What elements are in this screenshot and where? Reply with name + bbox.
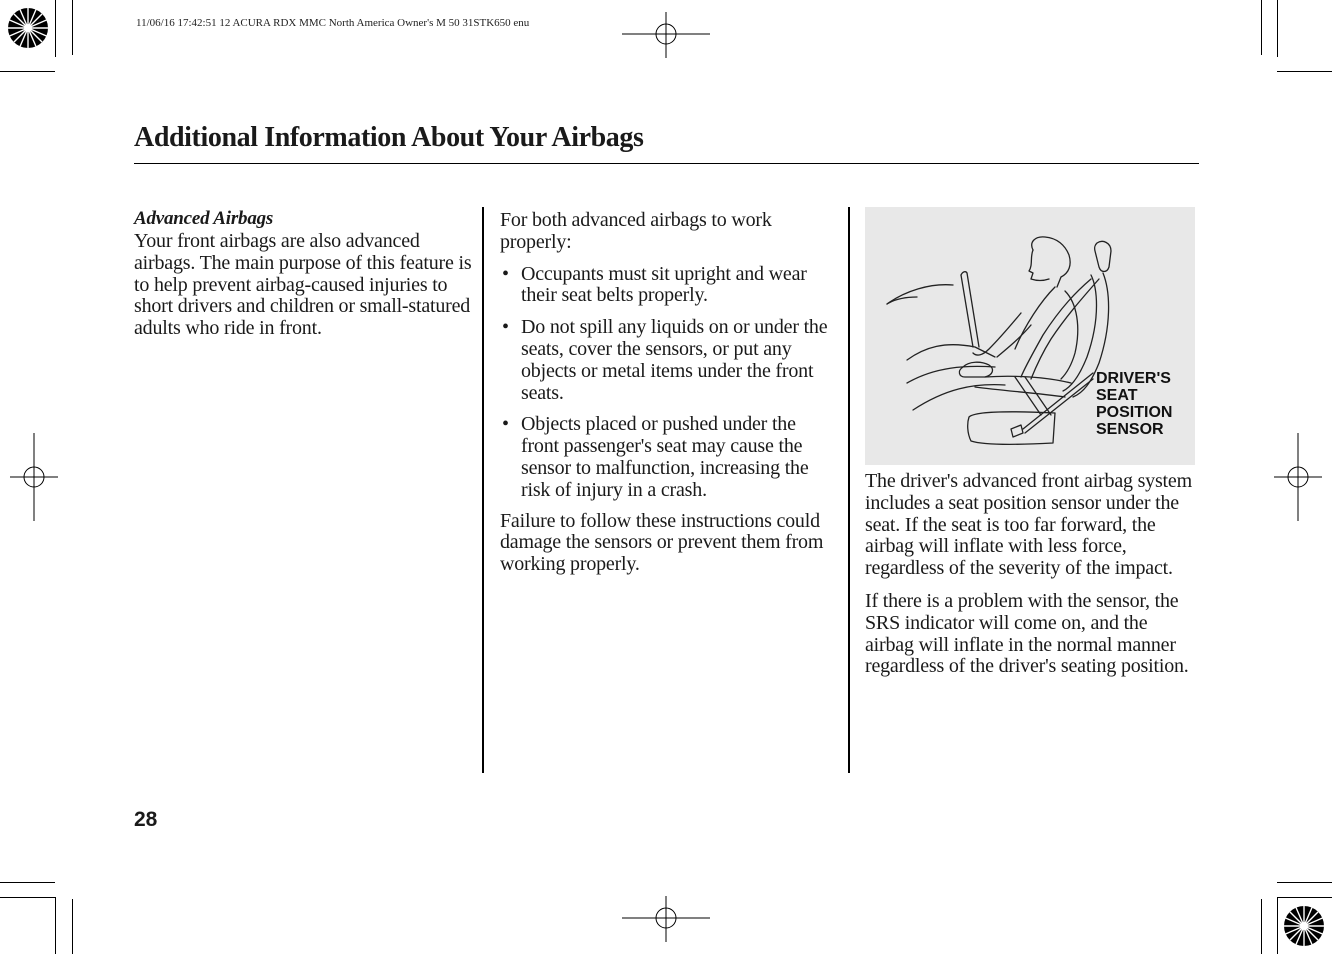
registration-sunburst-icon	[0, 0, 60, 60]
figure-label-line: POSITION	[1096, 404, 1173, 421]
requirements-list	[500, 264, 835, 502]
warning-paragraph: Failure to follow these instructions could damage the sensors or prevent them from working properly.	[500, 509, 824, 576]
list-item-text: Do not spill any liquids on or under the seats, cover the sensors, or put any objects or metal items under the front seats.	[521, 316, 828, 404]
title-divider	[134, 163, 1199, 164]
list-item-text: Occupants must sit upright and wear their seat belts properly.	[521, 262, 807, 307]
section-subheading: Advanced Airbags	[134, 208, 274, 229]
column-advanced-airbags	[134, 208, 474, 340]
page-number: 28	[134, 808, 158, 831]
list-item	[500, 264, 835, 308]
figure-label-line: SENSOR	[1096, 421, 1164, 438]
registration-crosshair-icon	[1274, 433, 1322, 521]
page-title: Additional Information About Your Airbags	[134, 122, 644, 153]
column-divider	[848, 207, 850, 773]
section-paragraph: Your front airbags are also advanced airbags. The main purpose of this feature is to help prevent airbag-caused injuries to short drivers and children or small-statured adults who ride in front.	[134, 230, 472, 340]
intro-paragraph: For both advanced airbags to work properly:	[500, 209, 772, 253]
sensor-paragraph: The driver's advanced front airbag system includes a seat position sensor under the seat. If the seat is too far forward, the airbag will inflate with less force, regardless of the severity of the impact.	[865, 470, 1192, 580]
registration-crosshair-icon	[10, 433, 58, 521]
sensor-problem-paragraph: If there is a problem with the sensor, the SRS indicator will come on, and the airbag will inflate in the normal manner regardless of the driver's seating position.	[865, 589, 1189, 678]
seat-sensor-figure	[865, 207, 1195, 465]
column-divider	[482, 207, 484, 773]
list-item-text: Objects placed or pushed under the front passenger's seat may cause the sensor to malfunction, increasing the risk of injury in a crash.	[521, 413, 809, 501]
bullet-icon: •	[502, 262, 509, 285]
bullet-icon: •	[502, 413, 509, 436]
registration-crosshair-icon	[622, 12, 710, 58]
figure-label-line: SEAT	[1096, 387, 1138, 404]
figure-label-line: DRIVER'S	[1096, 370, 1171, 387]
print-metadata: 11/06/16 17:42:51 12 ACURA RDX MMC North America Owner's M 50 31STK650 enu	[136, 17, 530, 29]
column-requirements	[500, 210, 835, 576]
list-item	[500, 414, 835, 501]
list-item	[500, 317, 835, 404]
registration-sunburst-icon	[1276, 896, 1332, 954]
bullet-icon: •	[502, 316, 509, 339]
figure-label	[1096, 370, 1172, 438]
column-seat-sensor	[865, 471, 1200, 678]
registration-crosshair-icon	[622, 896, 710, 942]
